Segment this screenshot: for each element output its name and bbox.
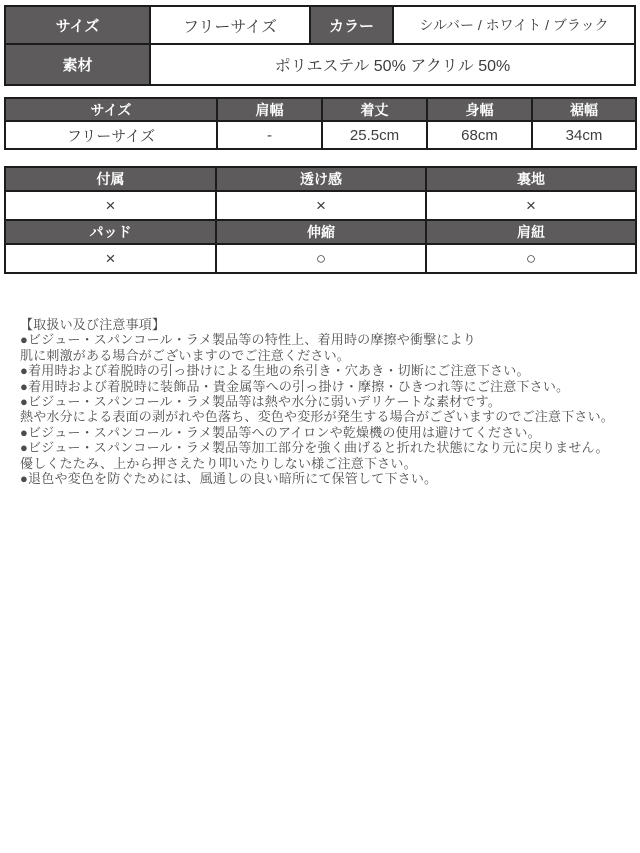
cell-sheerness: × bbox=[216, 191, 426, 220]
care-note-line: 熱や水分による表面の剥がれや色落ち、変色や変形が発生する場合がございますのでご注意下さい。 bbox=[20, 409, 615, 425]
care-note-line: ●着用時および着脱時に装飾品・貴金属等への引っ掛け・摩擦・ひきつれ等にご注意下さい。 bbox=[20, 378, 570, 394]
cell-lining: × bbox=[426, 191, 636, 220]
cell-hem-width: 34cm bbox=[532, 121, 636, 149]
care-note-line: ●退色や変色を防ぐためには、風通しの良い暗所にて保管して下さい。 bbox=[20, 471, 438, 487]
cell-accessories: × bbox=[5, 191, 216, 220]
size-label: サイズ bbox=[5, 6, 150, 44]
col-header-length: 着丈 bbox=[322, 98, 427, 121]
cell-pad: × bbox=[5, 244, 216, 273]
features-header-row-top bbox=[5, 167, 636, 191]
cell-size: フリーサイズ bbox=[5, 121, 217, 149]
col-header-sheerness: 透け感 bbox=[216, 167, 426, 191]
care-note-line: ●ビジュー・スパンコール・ラメ製品等は熱や水分に弱いデリケートな素材です。 bbox=[20, 394, 502, 410]
care-notes-title: 【取扱い及び注意事項】 bbox=[20, 317, 166, 332]
features-value-row-top bbox=[5, 191, 636, 220]
features-value-row-bottom bbox=[5, 244, 636, 273]
care-note-line: ●ビジュー・スパンコール・ラメ製品等の特性上、着用時の摩擦や衝撃により bbox=[20, 332, 476, 348]
size-color-row bbox=[5, 6, 635, 44]
care-note-line: ●着用時および着脱時の引っ掛けによる生地の糸引き・穴あき・切断にご注意下さい。 bbox=[20, 363, 530, 379]
col-header-hem-width: 裾幅 bbox=[532, 98, 636, 121]
care-note-line: 肌に刺激がある場合がございますのでご注意ください。 bbox=[20, 347, 351, 363]
col-header-pad: パッド bbox=[5, 220, 216, 244]
size-value: フリーサイズ bbox=[150, 6, 310, 44]
cell-length: 25.5cm bbox=[322, 121, 427, 149]
cell-shoulder-width: - bbox=[217, 121, 322, 149]
cell-shoulder-strap: ○ bbox=[426, 244, 636, 273]
care-note-line: 優しくたたみ、上から押さえたり叩いたりしない様ご注意下さい。 bbox=[20, 455, 417, 471]
material-row bbox=[5, 44, 635, 85]
col-header-accessories: 付属 bbox=[5, 167, 216, 191]
col-header-lining: 裏地 bbox=[426, 167, 636, 191]
measurements-header-row bbox=[5, 98, 636, 121]
measurements-data-row bbox=[5, 121, 636, 149]
care-note-line: ●ビジュー・スパンコール・ラメ製品等へのアイロンや乾燥機の使用は避けてください。 bbox=[20, 424, 541, 440]
material-label: 素材 bbox=[5, 44, 150, 85]
features-table bbox=[4, 166, 637, 274]
measurements-table bbox=[4, 97, 637, 150]
size-color-material-table bbox=[4, 5, 636, 86]
care-note-line: ●ビジュー・スパンコール・ラメ製品等加工部分を強く曲げると折れた状態になり元に戻りません。 bbox=[20, 440, 609, 456]
col-header-stretch: 伸縮 bbox=[216, 220, 426, 244]
col-header-shoulder-strap: 肩紐 bbox=[426, 220, 636, 244]
col-header-shoulder-width: 肩幅 bbox=[217, 98, 322, 121]
cell-stretch: ○ bbox=[216, 244, 426, 273]
color-label: カラー bbox=[310, 6, 393, 44]
col-header-size: サイズ bbox=[5, 98, 217, 121]
care-notes bbox=[20, 317, 636, 486]
material-value: ポリエステル 50% アクリル 50% bbox=[150, 44, 635, 85]
features-header-row-bottom bbox=[5, 220, 636, 244]
col-header-body-width: 身幅 bbox=[427, 98, 532, 121]
cell-body-width: 68cm bbox=[427, 121, 532, 149]
color-value: シルバー / ホワイト / ブラック bbox=[393, 6, 635, 44]
